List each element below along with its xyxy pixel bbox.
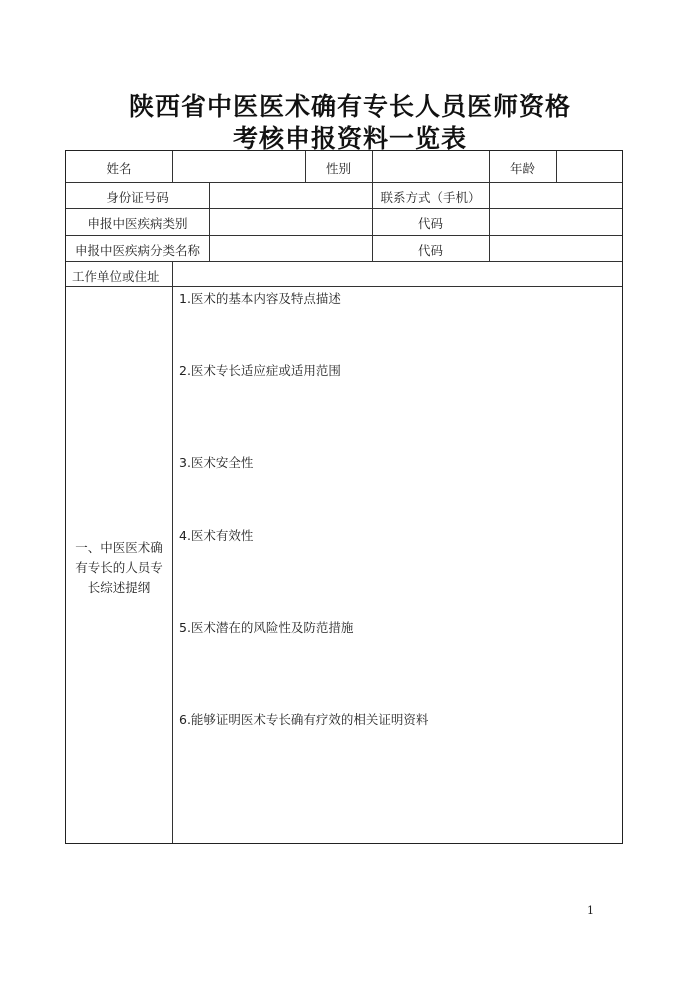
address-input[interactable]	[173, 261, 622, 286]
classname-code-input[interactable]	[490, 235, 622, 261]
outline-item-5: 5.医术潜在的风险性及防范措施	[179, 620, 354, 635]
age-label: 年龄	[509, 161, 535, 176]
name-input[interactable]	[173, 151, 305, 182]
contact-label: 联系方式（手机）	[380, 190, 481, 205]
classname-code-label: 代码	[417, 243, 443, 258]
page-number: 1	[587, 904, 594, 917]
id-number-input[interactable]	[210, 182, 372, 208]
age-input[interactable]	[557, 151, 622, 182]
application-form-table	[65, 150, 623, 844]
contact-input[interactable]	[490, 182, 622, 208]
address-label: 工作单位或住址	[72, 269, 160, 284]
category-code-input[interactable]	[490, 208, 622, 235]
outline-item-1: 1.医术的基本内容及特点描述	[179, 291, 341, 306]
outline-item-6: 6.能够证明医术专长确有疗效的相关证明资料	[179, 712, 429, 727]
disease-category-label: 申报中医疾病类别	[87, 216, 188, 231]
section-label	[66, 538, 172, 598]
outline-item-4: 4.医术有效性	[179, 528, 254, 543]
outline-item-3: 3.医术安全性	[179, 455, 254, 470]
id-number-label: 身份证号码	[106, 190, 169, 205]
row-divider	[66, 286, 622, 287]
section-label-line: 有专长的人员专	[75, 560, 163, 575]
category-code-label: 代码	[417, 216, 443, 231]
section-label-line: 一、中医医术确	[75, 540, 163, 555]
page-title-line2: 考核申报资料一览表	[232, 124, 467, 153]
disease-classname-label: 申报中医疾病分类名称	[74, 243, 200, 258]
disease-category-input[interactable]	[210, 208, 372, 235]
page-title-line1: 陕西省中医医术确有专长人员医师资格	[128, 92, 571, 121]
outline-item-2: 2.医术专长适应症或适用范围	[179, 363, 341, 378]
disease-classname-input[interactable]	[210, 235, 372, 261]
gender-input[interactable]	[373, 151, 489, 182]
name-label: 姓名	[106, 161, 132, 176]
col-divider	[172, 261, 173, 843]
section-label-line: 长综述提纲	[87, 580, 151, 595]
gender-label: 性别	[325, 161, 351, 176]
